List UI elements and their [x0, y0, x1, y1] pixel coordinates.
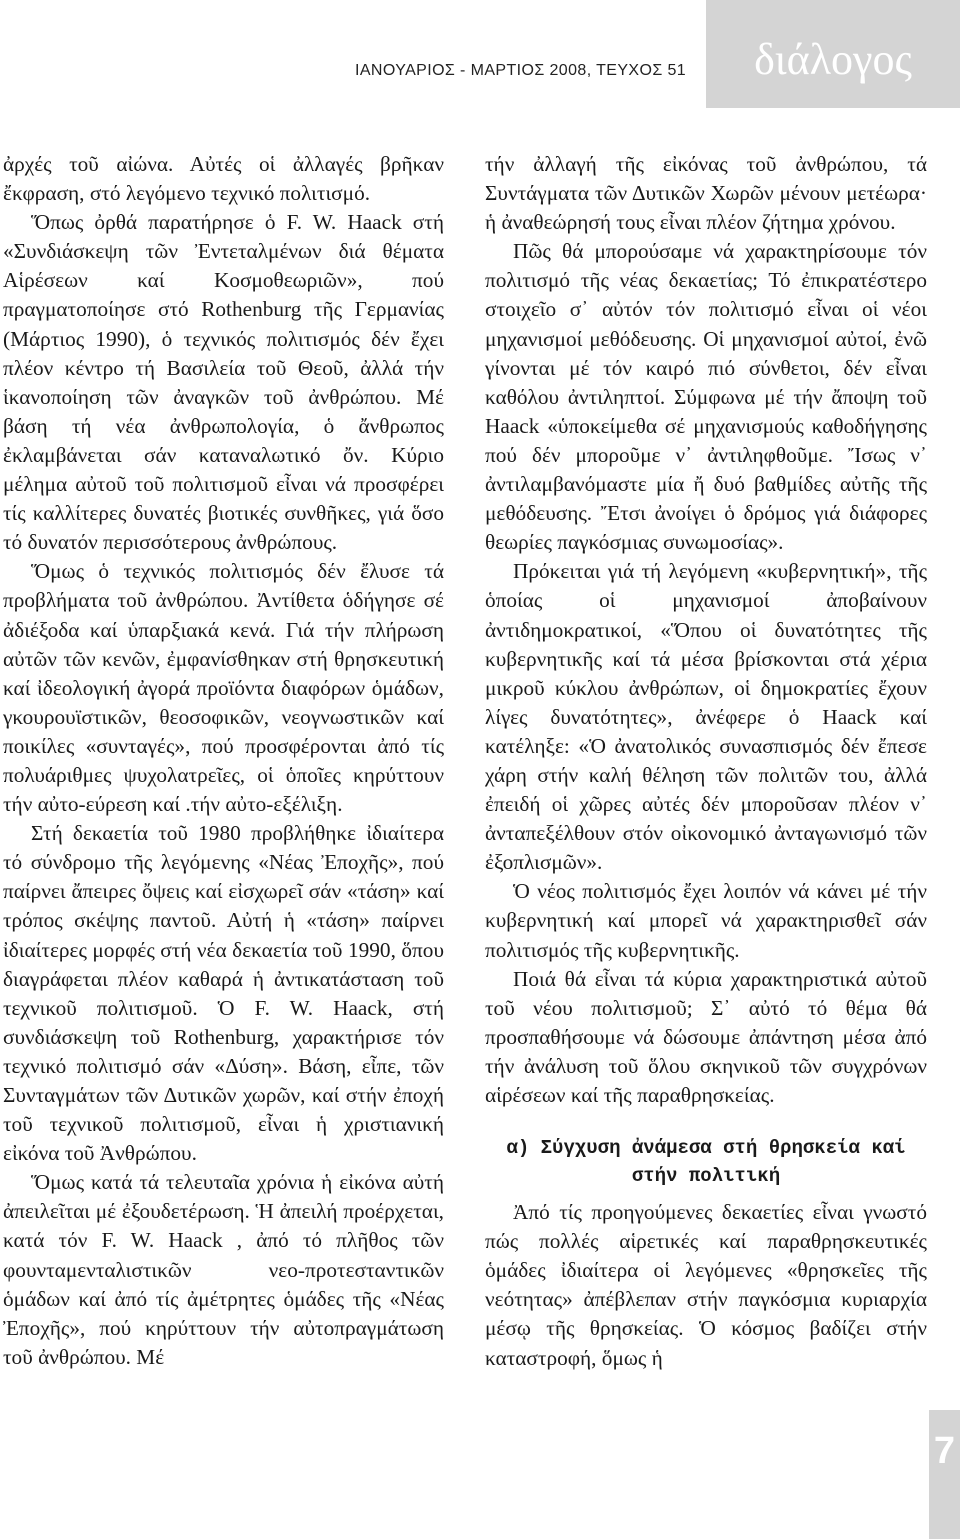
- magazine-logo: [706, 0, 960, 108]
- section-heading: α) Σύγχυση ἀνάμεσα στή θρησκεία καί στήν πολιτική: [506, 1137, 906, 1188]
- paragraph: Ὅμως κατά τά τελευταῖα χρόνια ἡ εἰκόνα αὐτή ἀπειλεῖται μέ ἐξουδετέρωση. Ἡ ἀπειλή προέρχεται, κατά τόν F. W. Haack , ἀπό τό πλῆθος τῶν φουνταμενταλιστικῶν νεο-προτεσταντικῶν ὁμάδων καί ἀπό τίς ἀμέτρητες ὁμάδες τῆς «Νέας Ἐποχῆς», πού κηρύττουν τήν αὐτοπραγμάτωση τοῦ ἀνθρώπου. Μέ: [3, 1170, 444, 1369]
- paragraph: Ὅπως ὀρθά παρατήρησε ὁ F. W. Haack στή «Συνδιάσκεψη τῶν Ἐντεταλμένων διά θέματα Αἱρέσεων καί Κοσμοθεωριῶν», πού πραγματοποίησε στό Rothenburg τῆς Γερμανίας (Μάρτιος 1990), ὁ τεχνικός πολιτισμός δέν ἔχει πλέον κέντρο τή Βασιλεία τοῦ Θεοῦ, ἀλλά τήν ἱκανοποίηση τῶν ἀναγκῶν τοῦ ἀνθρώπου. Μέ βάση τή νέα ἀνθρωπολογία, ὁ ἄνθρωπος ἐκλαμβάνεται σάν καταναλωτικό ὄν. Κύριο μέλημα αὐτοῦ τοῦ πολιτισμοῦ εἶναι νά προσφέρει τίς καλλίτερες δυνατές βιοτικές συνθῆκες, γιά ὅσο τό δυνατόν περισσότερους ἀνθρώπους.: [3, 210, 444, 555]
- paragraph: Στή δεκαετία τοῦ 1980 προβλήθηκε ἰδιαίτερα τό σύνδρομο τῆς λεγόμενης «Νέας Ἐποχῆς», πού παίρνει ἄπειρες ὄψεις καί εἰσχωρεῖ σάν «τάση» καί τρόπος σκέψης παντοῦ. Αὐτή ἡ «τάση» παίρνει ἰδιαίτερες μορφές στή νέα δεκαετία τοῦ 1990, ὅπου διαγράφεται πλέον καθαρά ἡ ἀντικατάσταση τοῦ τεχνικοῦ πολιτισμοῦ. Ὁ F. W. Haack, στή συνδιάσκεψη τοῦ Rothenburg, χαρακτήρισε τόν τεχνικό πολιτισμό σάν «Δύση». Βάση, εἶπε, τῶν Συνταγμάτων τῶν Δυτικῶν χωρῶν, καί στήν ἐποχή τοῦ τεχνικοῦ πολιτισμοῦ, εἶναι ἡ χριστιανική εἰκόνα τοῦ Ἀνθρώπου.: [3, 821, 444, 1166]
- paragraph: Ποιά θά εἶναι τά κύρια χαρακτηριστικά αὐτοῦ τοῦ νέου πολιτισμοῦ; Σ᾽ αὐτό τό θέμα θά προσπαθήσουμε νά δώσουμε ἀπάντηση μέσα ἀπό τήν ἀνάλυση τοῦ ὅλου σκηνικοῦ τῶν συγχρόνων αἱρέσεων καί τῆς παραθρησκείας.: [485, 966, 927, 1107]
- paragraph: ἀρχές τοῦ αἰώνα. Αὐτές οἱ ἀλλαγές βρῆκαν ἔκφραση, στό λεγόμενο τεχνικό πολιτισμό.: [3, 152, 444, 206]
- logo-text: διάλογος: [754, 35, 912, 84]
- paragraph: Ὁ νέος πολιτισμός ἔχει λοιπόν νά κάνει μέ τήν κυβερνητική καί μπορεῖ νά χαρακτηρισθεῖ σάν πολιτισμός τῆς κυβερνητικῆς.: [485, 879, 927, 962]
- paragraph: Πρόκειται γιά τή λεγόμενη «κυβερνητική», τῆς ὁποίας οἱ μηχανισμοί ἀποβαίνουν ἀντιδημοκρατικοί, «Ὅπου οἱ δυνατότητες τῆς κυβερνητικῆς καί τά μέσα βρίσκονται στά χέρια μικροῦ κύκλου ἀνθρώπων, οἱ δημοκρατίες ἔχουν λίγες δυνατότητες», ἀνέφερε ὁ Haack καί κατέληξε: «Ὁ ἀνατολικός συνασπισμός δέν ἔπεσε χάρη στήν καλή θέληση τῶν πολιτῶν του, ἀλλά ἐπειδή οἱ χῶρες αὐτές δέν μποροῦσαν πλέον ν᾽ ἀνταπεξέλθουν στόν οἰκονομικό ἀνταγωνισμό τῶν ἐξοπλισμῶν».: [485, 559, 927, 875]
- right-column: [485, 150, 927, 1373]
- paragraph: τήν ἀλλαγή τῆς εἰκόνας τοῦ ἀνθρώπου, τά Συντάγματα τῶν Δυτικῶν Χωρῶν μένουν μετέωρα· ἡ ἀναθεώρησή τους εἶναι πλέον ζήτημα χρόνου.: [485, 152, 927, 235]
- paragraph: Ὅμως ὁ τεχνικός πολιτισμός δέν ἔλυσε τά προβλήματα τοῦ ἀνθρώπου. Ἀντίθετα ὁδήγησε σέ ἀδιέξοδα καί ὑπαρξιακά κενά. Γιά τήν πλήρωση αὐτῶν τῶν κενῶν, ἐμφανίσθηκαν στή θρησκευτική καί ἰδεολογική ἀγορά προϊόντα διαφόρων ὁμάδων, γκουρουϊστικῶν, θεοσοφικῶν, νεογνωστικῶν καί ποικίλες «συνταγές», πού προσφέρονται ἀπό τίς πολυάριθμες ψυχολατρεῖες, οἱ ὁποῖες κηρύττουν τήν αὐτο-εύρεση καί .τήν αὐτο-εξέλιξη.: [3, 559, 444, 817]
- left-column: [3, 150, 444, 1372]
- issue-header: ΙΑΝΟΥΑΡΙΟΣ - ΜΑΡΤΙΟΣ 2008, ΤΕΥΧΟΣ 51: [355, 62, 687, 79]
- page-number-tab: [929, 1410, 960, 1539]
- paragraph: Πῶς θά μπορούσαμε νά χαρακτηρίσουμε τόν πολιτισμό τῆς νέας δεκαετίας; Τό ἐπικρατέστερο στοιχεῖο σ᾽ αὐτόν τόν πολιτισμό εἶναι οἱ νέοι μηχανισμοί μεθόδευσης. Οἱ μηχανισμοί αὐτοί, ἐνῶ γίνονται μέ τόν καιρό πιό σύνθετοι, δέν εἶναι καθόλου ἀντιληπτοί. Σύμφωνα μέ τήν ἄποψη τοῦ Haack «ὑποκείμεθα σέ μηχανισμούς καθοδήγησης πού δέν μποροῦμε ν᾽ ἀντιληφθοῦμε. Ἴσως ν᾽ ἀντιλαμβανόμαστε μία ἤ δυό βαθμίδες αὐτῆς τῆς μεθόδευσης. Ἔτσι ἀνοίγει ὁ δρόμος γιά διάφορες θεωρίες παγκόσμιας συνωμοσίας».: [485, 239, 927, 555]
- page-number: 7: [933, 1430, 956, 1472]
- paragraph: Ἀπό τίς προηγούμενες δεκαετίες εἶναι γνωστό πώς πολλές αἱρετικές καί παραθρησκευτικές ὁμάδες ἰδιαίτερα οἱ λεγόμενες «θρησκεῖες τῆς νεότητας» ἀπέβλεπαν στήν παγκόσμια κυριαρχία μέσῳ τῆς θρησκείας. Ὁ κόσμος βαδίζει στήν καταστροφή, ὅμως ἡ: [485, 1200, 927, 1370]
